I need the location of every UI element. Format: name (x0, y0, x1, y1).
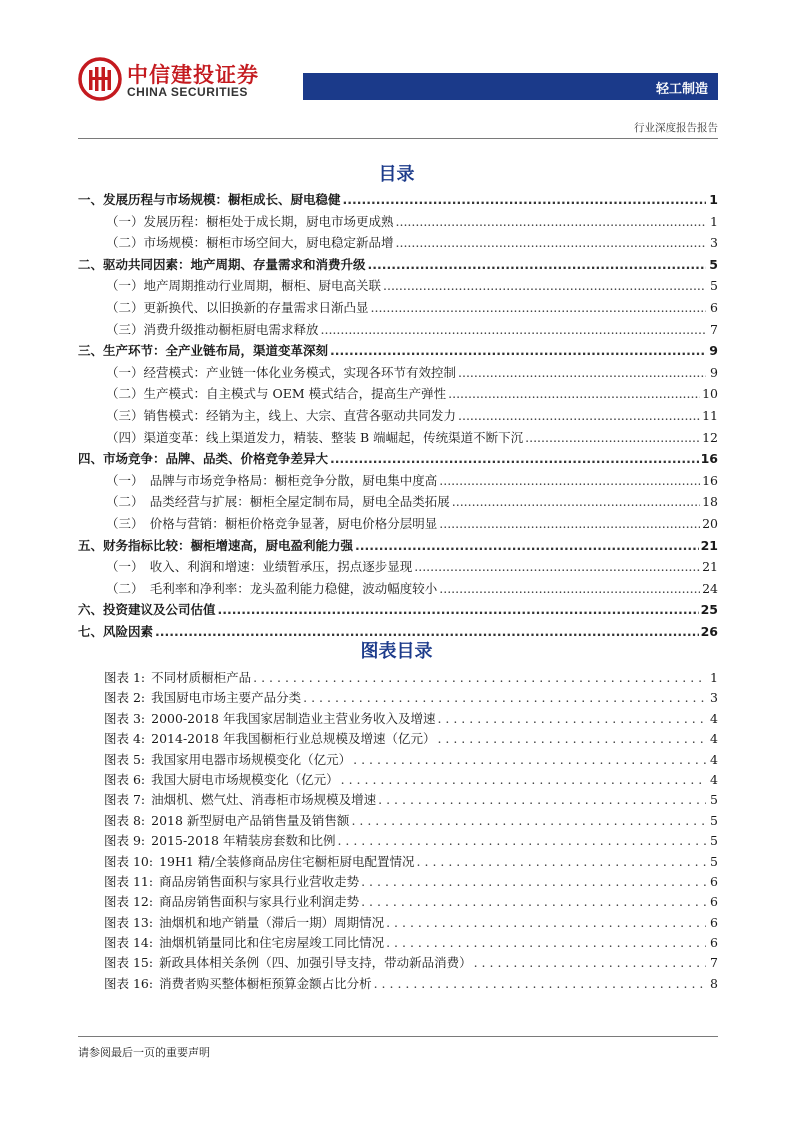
toc-leader-dots (439, 473, 700, 488)
toc-page-number: 1 (709, 192, 718, 207)
figure-entry[interactable] (104, 688, 718, 708)
toc-subsection-entry[interactable] (78, 492, 718, 514)
toc-page-number: 20 (702, 515, 718, 531)
figure-page-number: 5 (710, 833, 718, 849)
figure-entry[interactable] (104, 811, 718, 831)
toc-page-number: 16 (702, 472, 718, 488)
toc-page-number: 21 (700, 537, 718, 553)
figure-entry[interactable] (104, 770, 718, 790)
figure-number: 图表 4: (104, 731, 146, 747)
toc-entry-label: 三、生产环节：全产业链布局，渠道变革深刻 (78, 343, 329, 359)
figure-title: 2014-2018 年我国橱柜行业总规模及增速（亿元） (151, 731, 436, 747)
figure-title: 我国厨电市场主要产品分类 (151, 690, 302, 706)
toc-leader-dots (330, 343, 706, 358)
china-securities-logo-icon (78, 57, 122, 101)
figure-list (104, 668, 718, 994)
toc-subsection-entry[interactable] (78, 212, 718, 234)
toc-page-number: 12 (702, 429, 718, 445)
toc-entry-label: 七、风险因素 (78, 623, 154, 639)
toc-leader-dots (439, 581, 700, 596)
toc-page-number: 5 (710, 278, 718, 294)
toc-leader-dots (355, 538, 699, 553)
figure-number: 图表 9: (104, 833, 146, 849)
toc-entry-label: （三） 价格与营销：橱柜价格竞争显著，厨电价格分层明显 (106, 515, 438, 531)
toc-entry-label: （二） 品类经营与扩展：橱柜全屋定制布局，厨电全品类拓展 (106, 494, 450, 510)
figure-entry[interactable] (104, 913, 718, 933)
toc-page-number: 3 (710, 235, 718, 251)
toc-leader-dots (383, 278, 706, 293)
figure-page-number: 5 (710, 792, 718, 808)
toc-entry-label: （二）市场规模：橱柜市场空间大，厨电稳定新品增 (106, 235, 394, 251)
toc-page-number: 7 (710, 321, 718, 337)
toc-section-entry[interactable] (78, 255, 718, 277)
toc-leader-dots (368, 257, 706, 272)
toc-page-number: 21 (702, 559, 718, 575)
figure-entry[interactable] (104, 974, 718, 994)
figure-entry-label (104, 933, 384, 951)
figure-title: 2018 新型厨电产品销售量及销售额 (151, 812, 350, 828)
figure-number: 图表 3: (104, 710, 146, 726)
toc-entry-label: （一） 收入、利润和增速：业绩暂承压，拐点逐步显现 (106, 559, 413, 575)
toc-entry-label: （一）地产周期推动行业周期，橱柜、厨电高关联 (106, 278, 382, 294)
figure-page-number: 6 (710, 873, 718, 889)
figure-number: 图表 1: (104, 670, 146, 685)
figure-leader-dots (437, 731, 706, 746)
figure-entry-label (104, 668, 251, 686)
figure-entry[interactable] (104, 852, 718, 872)
figure-title: 不同材质橱柜产品 (151, 670, 252, 685)
figure-page-number: 4 (710, 710, 718, 726)
toc-leader-dots (458, 408, 700, 423)
figure-entry[interactable] (104, 831, 718, 851)
figure-title: 2000-2018 年我国家居制造业主营业务收入及增速 (151, 710, 436, 726)
figure-leader-dots (341, 772, 706, 787)
toc-leader-dots (321, 322, 706, 337)
figure-page-number: 5 (710, 853, 718, 869)
toc-page-number: 9 (709, 343, 718, 359)
figure-number: 图表 7: (104, 792, 146, 808)
figure-title: 商品房销售面积与家具行业利润走势 (159, 894, 360, 910)
figure-title: 19H1 精/全装修商品房住宅橱柜厨电配置情况 (159, 853, 415, 869)
toc-section-entry[interactable] (78, 341, 718, 363)
figure-number: 图表 11: (104, 873, 154, 889)
figure-page-number: 3 (710, 690, 718, 706)
figure-entry-label (104, 729, 435, 747)
logo-english-name: CHINA SECURITIES (127, 85, 248, 99)
figure-title: 油烟机和地产销量（滞后一期）周期情况 (159, 914, 385, 930)
toc-leader-dots (452, 494, 700, 509)
toc-subsection-entry[interactable] (78, 471, 718, 493)
company-logo (78, 57, 258, 101)
figure-leader-dots (378, 792, 706, 807)
toc-subsection-entry[interactable] (78, 320, 718, 342)
logo-chinese-name: 中信建投证券 (127, 63, 259, 87)
figure-leader-dots (337, 833, 706, 848)
figure-entry[interactable] (104, 729, 718, 749)
toc-page-number: 6 (710, 299, 718, 315)
figure-number: 图表 13: (104, 914, 154, 930)
figure-leader-dots (417, 854, 706, 869)
figure-leader-dots (253, 670, 706, 685)
figure-title: 商品房销售面积与家具行业营收走势 (159, 873, 360, 889)
figure-title: 油烟机销量同比和住宅房屋竣工同比情况 (159, 935, 385, 951)
toc-page-number: 1 (710, 213, 718, 229)
toc-entry-label: （二） 毛利率和净利率：龙头盈利能力稳健，波动幅度较小 (106, 580, 438, 596)
figure-page-number: 7 (710, 955, 718, 971)
figure-page-number: 4 (710, 771, 718, 787)
toc-section-entry[interactable] (78, 449, 718, 471)
toc-leader-dots (218, 602, 699, 617)
toc-entry-label: （四）渠道变革：线上渠道发力，精装、整装 B 端崛起，传统渠道不断下沉 (106, 429, 524, 445)
toc-leader-dots (396, 214, 706, 229)
figure-title: 油烟机、燃气灶、消毒柜市场规模及增速 (151, 792, 377, 808)
toc-subsection-entry[interactable] (78, 557, 718, 579)
figure-title: 消费者购买整体橱柜预算金额占比分析 (159, 975, 372, 991)
figure-number: 图表 8: (104, 812, 146, 828)
toc-section-entry[interactable] (78, 190, 718, 212)
toc-page-number: 10 (702, 386, 718, 402)
figure-page-number: 4 (710, 731, 718, 747)
toc-leader-dots (396, 235, 706, 250)
figure-title: 新政具体相关条例（四、加强引导支持，带动新品消费） (159, 955, 472, 971)
figure-page-number: 6 (710, 914, 718, 930)
figure-entry-label (104, 770, 339, 788)
figure-entry[interactable] (104, 892, 718, 912)
toc-subsection-entry[interactable] (78, 363, 718, 385)
toc-section-entry[interactable] (78, 600, 718, 622)
figure-page-number: 8 (710, 975, 718, 991)
toc-leader-dots (414, 559, 700, 574)
figure-page-number: 6 (710, 894, 718, 910)
toc-subsection-entry[interactable] (78, 406, 718, 428)
toc-entry-label: 四、市场竞争：品牌、品类、价格竞争差异大 (78, 451, 329, 467)
figure-leader-dots (361, 894, 706, 909)
figure-entry-label (104, 790, 376, 808)
toc-entry-label: （一）经营模式：产业链一体化业务模式，实现各环节有效控制 (106, 364, 457, 380)
figure-leader-dots (361, 874, 706, 889)
toc-entry-label: 六、投资建议及公司估值 (78, 602, 216, 618)
figure-number: 图表 2: (104, 690, 146, 706)
toc-leader-dots (371, 300, 706, 315)
figure-number: 图表 6: (104, 771, 146, 787)
figure-number: 图表 5: (104, 751, 146, 767)
figure-entry[interactable] (104, 668, 718, 688)
toc-leader-dots (343, 192, 706, 207)
figure-title: 2015-2018 年精装房套数和比例 (151, 833, 336, 849)
figure-page-number: 5 (710, 812, 718, 828)
figure-number: 图表 14: (104, 935, 154, 951)
figure-entry[interactable] (104, 872, 718, 892)
figure-entry-label (104, 974, 372, 992)
footer-divider (78, 1036, 718, 1037)
figure-entry-label (104, 750, 351, 768)
toc-page-number: 25 (700, 602, 718, 618)
toc-subsection-entry[interactable] (78, 233, 718, 255)
toc-leader-dots (458, 365, 706, 380)
figure-page-number: 4 (710, 751, 718, 767)
figure-entry[interactable] (104, 933, 718, 953)
figure-page-number: 1 (710, 670, 718, 685)
toc-page-number: 16 (700, 451, 718, 467)
sector-label: 轻工制造 (655, 82, 708, 97)
figure-page-number: 6 (710, 935, 718, 951)
figure-leader-dots (437, 711, 706, 726)
figure-entry-label (104, 709, 435, 727)
toc-page-number: 24 (702, 580, 718, 596)
toc-subsection-entry[interactable] (78, 298, 718, 320)
figure-entry[interactable] (104, 750, 718, 770)
figures-title: 图表目录 (360, 641, 433, 662)
toc-entry-label: （二）生产模式：自主模式与 OEM 模式结合，提高生产弹性 (106, 386, 447, 402)
toc-leader-dots (330, 451, 699, 466)
figure-leader-dots (353, 752, 706, 767)
figure-title: 我国大厨电市场规模变化（亿元） (151, 771, 339, 787)
toc-entry-label: （一）发展历程：橱柜处于成长期，厨电市场更成熟 (106, 213, 394, 229)
toc-subsection-entry[interactable] (78, 428, 718, 450)
header-divider (78, 138, 718, 139)
toc-entry-label: （一） 品牌与市场竞争格局：橱柜竞争分散，厨电集中度高 (106, 472, 438, 488)
figure-entry-label (104, 953, 472, 971)
figure-entry-label (104, 688, 301, 706)
toc-title: 目录 (378, 164, 415, 185)
toc-subsection-entry[interactable] (78, 276, 718, 298)
toc-entry-label: 五、财务指标比较：橱柜增速高，厨电盈利能力强 (78, 537, 354, 553)
figure-number: 图表 12: (104, 894, 154, 910)
footer-disclaimer: 请参阅最后一页的重要声明 (78, 1046, 210, 1059)
toc-leader-dots (439, 516, 700, 531)
figure-leader-dots (351, 813, 706, 828)
toc-entry-label: （三）消费升级推动橱柜厨电需求释放 (106, 321, 319, 337)
figure-entry-label (104, 852, 415, 870)
figure-entry[interactable] (104, 709, 718, 729)
toc-section-entry[interactable] (78, 536, 718, 558)
figure-entry-label (104, 811, 349, 829)
toc-page-number: 11 (702, 407, 718, 423)
figure-entry-label (104, 872, 359, 890)
figure-leader-dots (374, 976, 706, 991)
figure-entry-label (104, 831, 335, 849)
figure-leader-dots (474, 955, 706, 970)
toc-entry-label: 二、驱动共同因素：地产周期、存量需求和消费升级 (78, 256, 366, 272)
toc-leader-dots (448, 386, 700, 401)
toc-entry-label: 一、发展历程与市场规模：橱柜成长、厨电稳健 (78, 192, 341, 207)
figure-number: 图表 16: (104, 975, 154, 991)
toc-page-number: 5 (709, 256, 718, 272)
report-type: 行业深度报告报告 (634, 122, 718, 134)
figure-entry[interactable] (104, 790, 718, 810)
toc-subsection-entry[interactable] (78, 514, 718, 536)
toc-subsection-entry[interactable] (78, 384, 718, 406)
toc-page-number: 9 (710, 364, 718, 380)
toc-entry-label: （三）销售模式：经销为主，线上、大宗、直营各驱动共同发力 (106, 407, 457, 423)
toc-leader-dots (525, 430, 700, 445)
table-of-contents (78, 190, 718, 643)
toc-page-number: 18 (702, 494, 718, 510)
figure-entry[interactable] (104, 953, 718, 973)
figure-number: 图表 15: (104, 955, 154, 971)
toc-entry-label: （二）更新换代、以旧换新的存量需求日渐凸显 (106, 299, 369, 315)
figure-entry-label (104, 913, 384, 931)
figure-leader-dots (386, 915, 706, 930)
sector-banner (303, 73, 718, 100)
figure-leader-dots (303, 690, 706, 705)
figure-title: 我国家用电器市场规模变化（亿元） (151, 751, 352, 767)
toc-page-number: 26 (700, 623, 718, 639)
figure-number: 图表 10: (104, 853, 154, 869)
figure-leader-dots (386, 935, 706, 950)
figure-entry-label (104, 892, 359, 910)
toc-subsection-entry[interactable] (78, 579, 718, 601)
